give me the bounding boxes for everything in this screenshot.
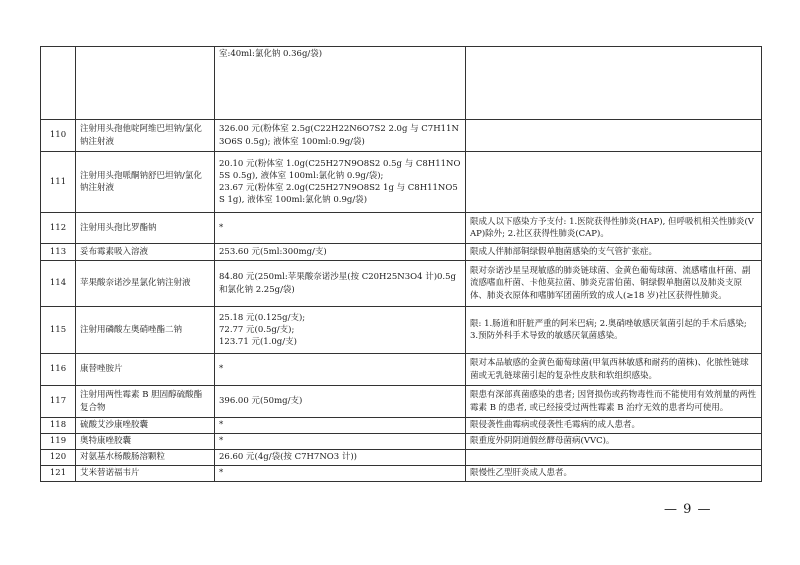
price-line: 123.71 元(1.0g/支) — [219, 337, 297, 348]
drug-name: 奥特康唑胶囊 — [76, 434, 215, 450]
price-spec — [215, 418, 466, 434]
price-spec — [215, 450, 466, 466]
row-number: 112 — [41, 213, 76, 244]
price-spec — [215, 120, 466, 152]
drug-name: 康替唑胺片 — [76, 354, 215, 386]
drug-name: 注射用两性霉素 B 胆固醇硫酸酯复合物 — [76, 386, 215, 418]
drug-name: 艾米替诺福韦片 — [76, 466, 215, 482]
price-spec — [215, 307, 466, 354]
price-line: * — [219, 420, 224, 431]
restriction-line: 限对奈诺沙星呈现敏感的肺炎链球菌、金黄色葡萄球菌、流感嗜血杆菌、副流感嗜血杆菌、卡他莫拉菌、肺炎克雷伯菌、铜绿假单胞菌以及肺炎支原体、肺炎衣原体和嗜肺军团菌所致的成人(≥18 岁)社区获得性肺炎。 — [470, 266, 751, 301]
payment-restriction — [466, 434, 762, 450]
price-line: 25.18 元(0.125g/支); — [219, 312, 306, 323]
row-number: 114 — [41, 261, 76, 307]
restriction-line: 限患有深部真菌感染的患者; 因肾损伤或药物毒性而不能使用有效剂量的两性霉素 B 的患者, 或已经接受过两性霉素 B 治疗无效的患者均可使用。 — [470, 390, 757, 413]
drug-name: 妥布霉素吸入溶液 — [76, 244, 215, 261]
table-row — [41, 307, 762, 354]
row-number: 113 — [41, 244, 76, 261]
table-row — [41, 47, 762, 120]
payment-restriction — [466, 450, 762, 466]
drug-name: 苹果酸奈诺沙星氯化钠注射液 — [76, 261, 215, 307]
table-row — [41, 120, 762, 152]
drug-table-body — [41, 47, 762, 482]
table-row — [41, 450, 762, 466]
payment-restriction — [466, 418, 762, 434]
restriction-line: 限重度外阴阴道假丝酵母菌病(VVC)。 — [470, 436, 615, 447]
drug-list-page — [40, 46, 761, 482]
row-number: 117 — [41, 386, 76, 418]
row-number: 111 — [41, 152, 76, 213]
price-spec — [215, 152, 466, 213]
price-spec — [215, 354, 466, 386]
payment-restriction — [466, 261, 762, 307]
price-line: 20.10 元(粉体室 1.0g(C25H27N9O8S2 0.5g 与 C8H11NO5S 0.5g), 液体室 100ml:氯化钠 0.9g/袋); — [219, 158, 461, 181]
price-spec — [215, 213, 466, 244]
row-number: 120 — [41, 450, 76, 466]
price-spec — [215, 434, 466, 450]
row-number: 119 — [41, 434, 76, 450]
price-line: * — [219, 222, 224, 233]
table-row — [41, 466, 762, 482]
payment-restriction — [466, 213, 762, 244]
table-row — [41, 261, 762, 307]
table-row — [41, 418, 762, 434]
row-number — [41, 47, 76, 120]
payment-restriction — [466, 386, 762, 418]
drug-table — [40, 46, 762, 482]
row-number: 121 — [41, 466, 76, 482]
table-row — [41, 244, 762, 261]
price-line: 84.80 元(250ml:苹果酸奈诺沙星(按 C20H25N3O4 计)0.5g 和氯化钠 2.25g/袋) — [219, 272, 459, 295]
payment-restriction — [466, 354, 762, 386]
restriction-line: 限成人伴肺部铜绿假单胞菌感染的支气管扩张症。 — [470, 246, 658, 257]
page-number: — 9 — — [664, 502, 712, 517]
restriction-line: 限成人以下感染方予支付: 1.医院获得性肺炎(HAP), 但呼吸机相关性肺炎(VAP)除外; 2.社区获得性肺炎(CAP)。 — [470, 216, 754, 239]
payment-restriction — [466, 466, 762, 482]
payment-restriction — [466, 307, 762, 354]
drug-name: 注射用头孢他啶阿维巴坦钠/氯化钠注射液 — [76, 120, 215, 152]
price-line: 23.67 元(粉体室 2.0g(C25H27N9O8S2 1g 与 C8H11NO5S 1g), 液体室 100ml:氯化钠 0.9g/袋) — [219, 183, 458, 206]
payment-restriction — [466, 47, 762, 120]
price-line: 26.60 元(4g/袋(按 C7H7NO3 计)) — [219, 452, 357, 463]
price-spec — [215, 386, 466, 418]
table-row — [41, 386, 762, 418]
price-line: * — [219, 364, 224, 375]
payment-restriction — [466, 244, 762, 261]
price-line: 253.60 元(5ml:300mg/支) — [219, 246, 327, 257]
payment-restriction — [466, 152, 762, 213]
restriction-line: 限慢性乙型肝炎成人患者。 — [470, 468, 573, 479]
table-row — [41, 354, 762, 386]
price-spec — [215, 261, 466, 307]
row-number: 115 — [41, 307, 76, 354]
price-line: * — [219, 436, 224, 447]
drug-name: 注射用磷酸左奥硝唑酯二钠 — [76, 307, 215, 354]
row-number: 110 — [41, 120, 76, 152]
row-number: 118 — [41, 418, 76, 434]
drug-name — [76, 47, 215, 120]
price-line: 396.00 元(50mg/支) — [219, 396, 303, 407]
table-row — [41, 434, 762, 450]
price-line: * — [219, 468, 224, 479]
price-line: 室:40ml:氯化钠 0.36g/袋) — [219, 49, 323, 59]
price-spec — [215, 47, 466, 120]
price-spec — [215, 244, 466, 261]
restriction-line: 限侵袭性曲霉病或侵袭性毛霉病的成人患者。 — [470, 420, 641, 431]
drug-name: 注射用头孢哌酮钠舒巴坦钠/氯化钠注射液 — [76, 152, 215, 213]
drug-name: 硫酸艾沙康唑胶囊 — [76, 418, 215, 434]
restriction-line: 限: 1.肠道和肝脏严重的阿米巴病; 2.奥硝唑敏感厌氧菌引起的手术后感染; 3.预防外科手术导致的敏感厌氧菌感染。 — [470, 318, 750, 341]
row-number: 116 — [41, 354, 76, 386]
drug-name: 注射用头孢比罗酯钠 — [76, 213, 215, 244]
drug-name: 对氨基水杨酸肠溶颗粒 — [76, 450, 215, 466]
price-line: 326.00 元(粉体室 2.5g(C22H22N6O7S2 2.0g 与 C7H11N3O6S 0.5g); 液体室 100ml:0.9g/袋) — [219, 124, 459, 147]
price-line: 72.77 元(0.5g/支); — [219, 324, 295, 335]
payment-restriction — [466, 120, 762, 152]
table-row — [41, 152, 762, 213]
restriction-line: 限对本品敏感的金黄色葡萄球菌(甲氧西林敏感和耐药的菌株)、化脓性链球菌或无乳链球菌引起的复杂性皮肤和软组织感染。 — [470, 358, 749, 381]
price-spec — [215, 466, 466, 482]
table-row — [41, 213, 762, 244]
